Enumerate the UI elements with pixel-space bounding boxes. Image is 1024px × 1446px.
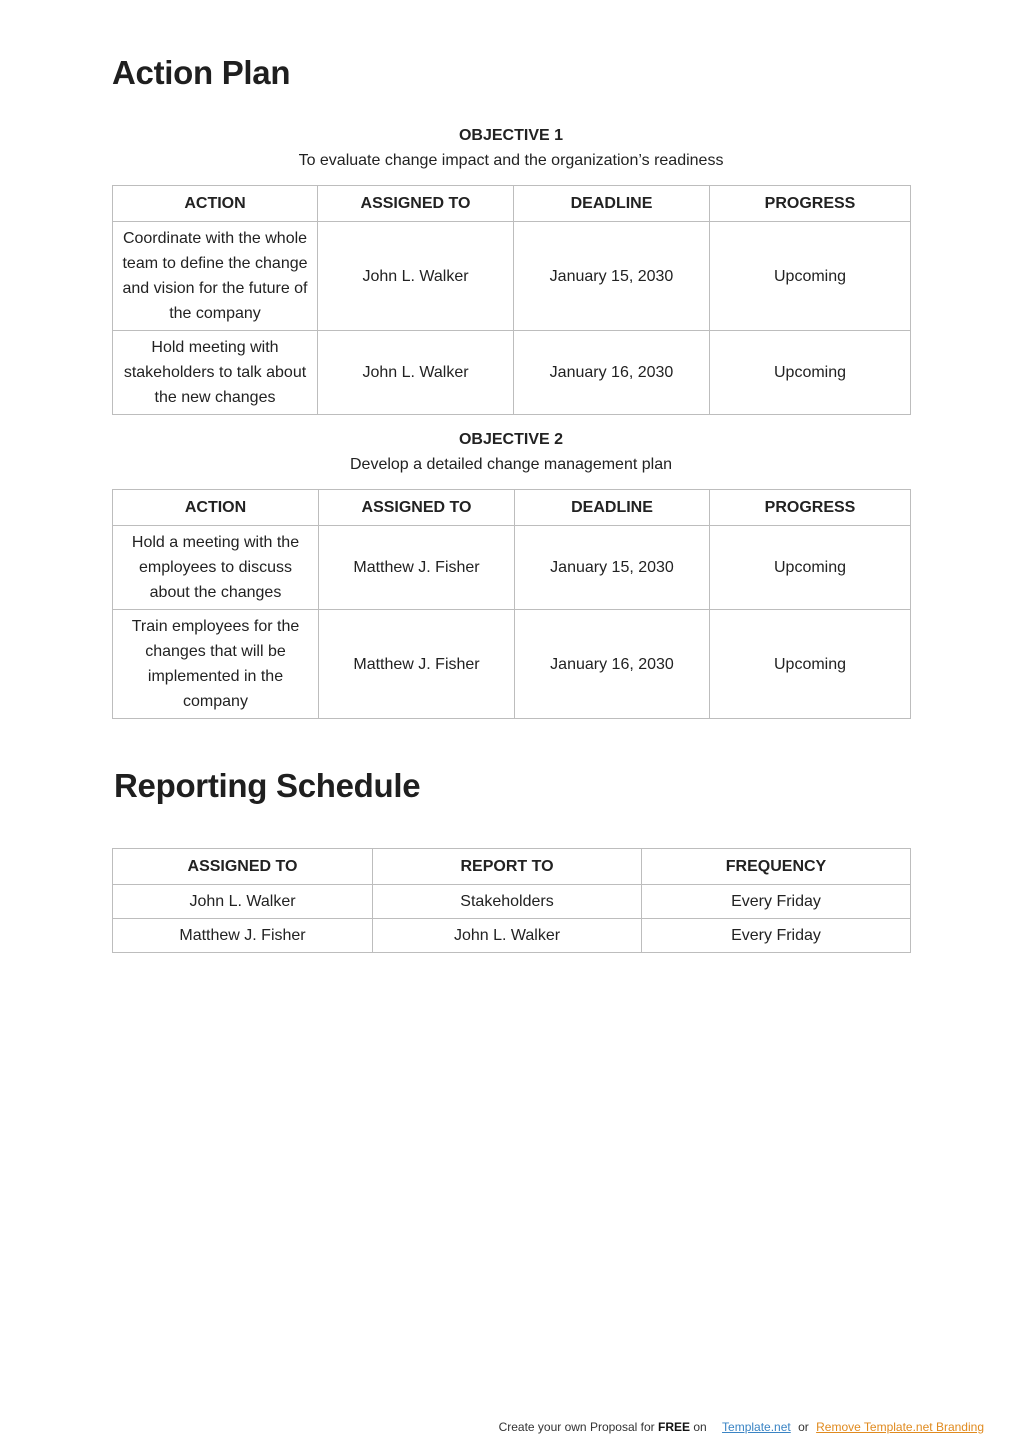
table-row [113,885,911,919]
cell-deadline: January 15, 2030 [515,526,710,610]
template-net-link[interactable]: Template.net [722,1420,791,1434]
column-header-assigned-to: ASSIGNED TO [318,186,514,222]
remove-branding-link[interactable]: Remove Template.net Branding [816,1420,984,1434]
table-row [113,526,911,610]
column-header-assigned-to: ASSIGNED TO [113,849,373,885]
column-header-progress: PROGRESS [710,490,911,526]
cell-frequency: Every Friday [642,885,911,919]
table-header-row [113,849,911,885]
footer-free-text: FREE [657,1420,690,1434]
objective-2-description: Develop a detailed change management plan [349,456,672,473]
table-header-row [113,186,911,222]
table-row [113,222,911,331]
column-header-deadline: DEADLINE [514,186,710,222]
cell-assigned-to: John L. Walker [318,222,514,331]
cell-progress: Upcoming [710,331,911,415]
objective-1-description: To evaluate change impact and the organization’s readiness [298,152,724,169]
cell-report-to: Stakeholders [373,885,642,919]
column-header-frequency: FREQUENCY [642,849,911,885]
cell-assigned-to: John L. Walker [113,885,373,919]
objective-1-table [112,185,911,415]
cell-assigned-to: John L. Walker [318,331,514,415]
cell-progress: Upcoming [710,222,911,331]
action-plan-title: Action Plan [112,54,291,91]
footer-or-text: or [798,1420,809,1434]
footer-on-text: on [690,1420,707,1434]
cell-action: Hold a meeting with the employees to discuss about the changes [113,526,319,610]
footer-branding [499,1420,984,1434]
cell-deadline: January 15, 2030 [514,222,710,331]
table-row [113,331,911,415]
cell-progress: Upcoming [710,526,911,610]
cell-action: Train employees for the changes that will be implemented in the company [113,610,319,719]
cell-action: Coordinate with the whole team to define the change and vision for the future of the company [113,222,318,331]
column-header-progress: PROGRESS [710,186,911,222]
cell-progress: Upcoming [710,610,911,719]
table-row [113,610,911,719]
cell-action: Hold meeting with stakeholders to talk about the new changes [113,331,318,415]
cell-frequency: Every Friday [642,919,911,953]
cell-deadline: January 16, 2030 [515,610,710,719]
objective-2-table [112,489,911,719]
column-header-action: ACTION [113,186,318,222]
table-row [113,919,911,953]
cell-assigned-to: Matthew J. Fisher [319,610,515,719]
footer-prefix-text: Create your own Proposal for [498,1420,658,1434]
table-header-row [113,490,911,526]
cell-report-to: John L. Walker [373,919,642,953]
cell-assigned-to: Matthew J. Fisher [319,526,515,610]
column-header-assigned-to: ASSIGNED TO [319,490,515,526]
cell-assigned-to: Matthew J. Fisher [113,919,373,953]
reporting-schedule-title: Reporting Schedule [114,767,421,804]
objective-1-label: OBJECTIVE 1 [458,127,564,144]
column-header-deadline: DEADLINE [515,490,710,526]
column-header-action: ACTION [113,490,319,526]
cell-deadline: January 16, 2030 [514,331,710,415]
reporting-schedule-table [112,848,911,953]
objective-2-label: OBJECTIVE 2 [458,431,564,448]
column-header-report-to: REPORT TO [373,849,642,885]
